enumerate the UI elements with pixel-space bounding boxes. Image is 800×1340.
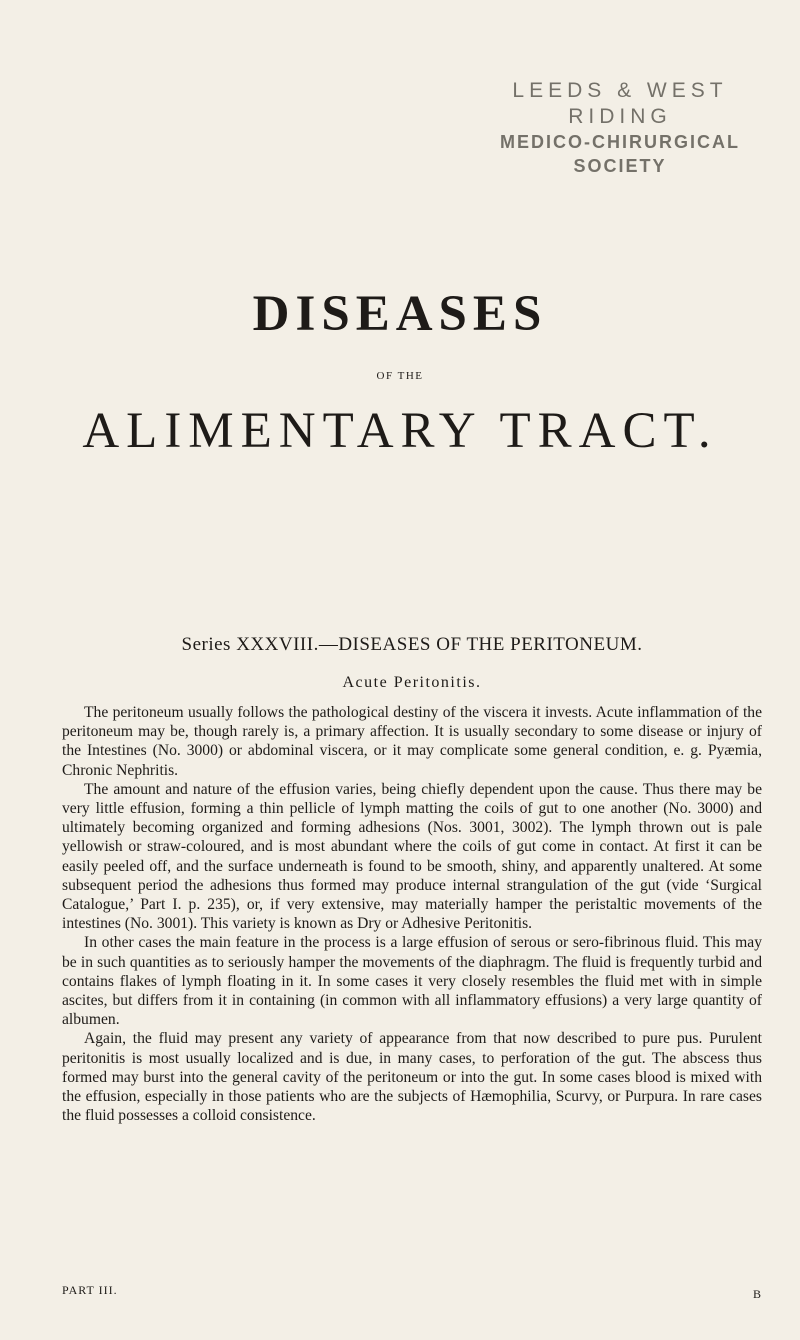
section-heading: Acute Peritonitis. xyxy=(342,674,482,691)
title-connector: OF THE xyxy=(376,370,424,382)
series-heading: Series XXXVIII.—DISEASES OF THE PERITONEUM. xyxy=(181,634,643,655)
main-title: DISEASES xyxy=(252,286,548,342)
stamp-line-1: LEEDS & WEST RIDING xyxy=(512,79,728,128)
part-label: PART III. xyxy=(62,1283,118,1297)
sub-title: ALIMENTARY TRACT. xyxy=(82,403,718,459)
body-text xyxy=(62,703,762,1125)
paragraph-2: The amount and nature of the effusion varies, being chiefly dependent upon the cause. Thus there may be very little effusion, forming a thin pellicle of lymph matting the coils of gut to one another (No. 3000) and ultimately becoming organized and forming adhesions (Nos. 3001, 3002). The lymph thrown out is pale yellowish or straw-coloured, and is most abundant where the coils of gut come in contact. At first it can be easily peeled off, and the surface underneath is found to be smooth, shiny, and apparently unaltered. At some subsequent period the adhesions thus formed may produce internal strangulation of the gut (vide ‘Surgical Catalogue,’ Part I. p. 235), or, if very extensive, may materially hamper the peristaltic movements of the intestines (No. 3001). This variety is known as Dry or Adhesive Peritonitis. xyxy=(62,780,762,933)
stamp-line-2: MEDICO-CHIRURGICAL SOCIETY xyxy=(500,132,740,176)
library-stamp xyxy=(470,78,770,178)
paragraph-3: In other cases the main feature in the process is a large effusion of serous or sero-fibrinous fluid. This may be in such quantities as to seriously hamper the movements of the diaphragm. The fluid is frequently turbid and contains flakes of lymph floating in it. In some cases it very closely resembles the fluid met with in simple ascites, but differs from it in containing (in common with all inflammatory effusions) a very large quantity of albumen. xyxy=(62,934,762,1029)
signature-mark: B xyxy=(752,1287,762,1301)
paragraph-4: Again, the fluid may present any variety of appearance from that now described to pure pus. Purulent peritonitis is most usually localized and is due, in many cases, to perforation of the gut. The abscess thus formed may burst into the general cavity of the peritoneum or into the gut. In some cases blood is mixed with the effusion, especially in those patients who are the subjects of Hæmophilia, Scurvy, or Purpura. In rare cases the fluid possesses a colloid consistence. xyxy=(62,1030,762,1125)
page-footer xyxy=(62,1283,762,1301)
paragraph-1: The peritoneum usually follows the pathological destiny of the viscera it invests. Acute inflammation of the peritoneum may be, though rarely is, a primary affection. It is usually secondary to some disease or injury of the Intestines (No. 3000) or abdominal viscera, or it may complicate some general condition, e. g. Pyæmia, Chronic Nephritis. xyxy=(62,704,762,779)
